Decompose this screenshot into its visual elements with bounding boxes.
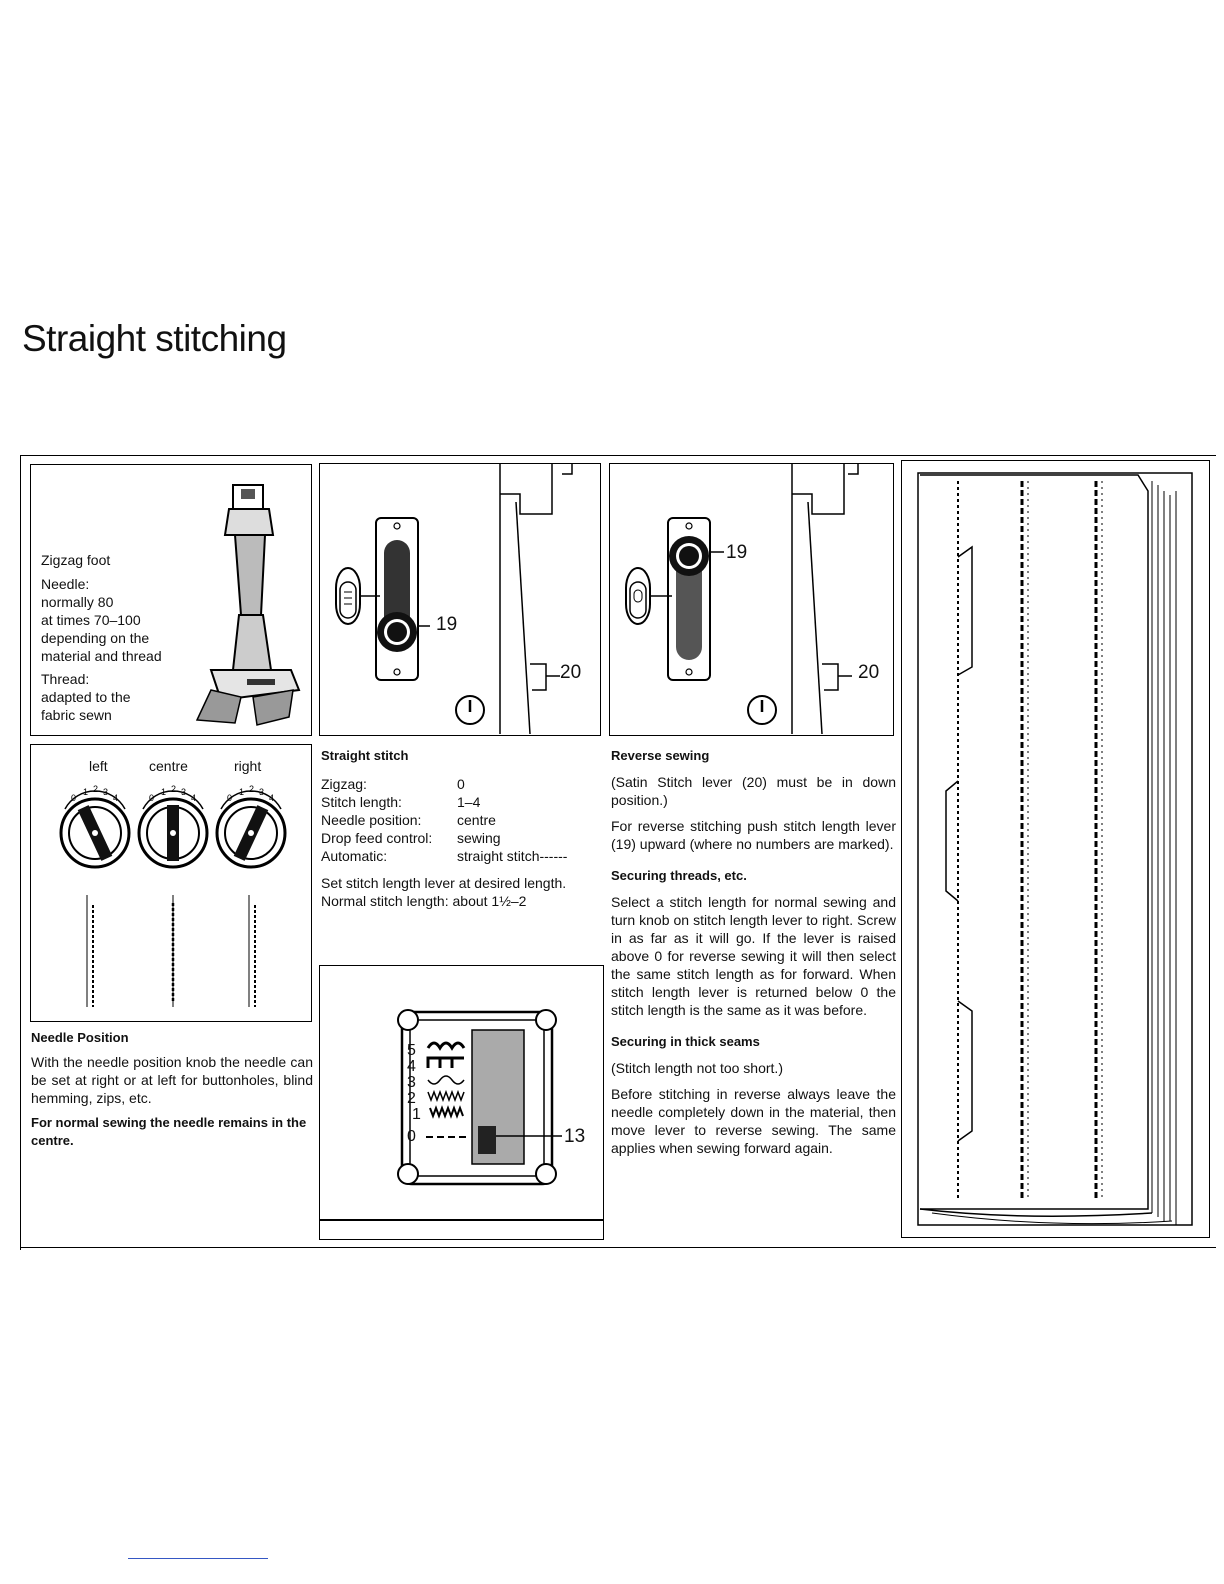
thick-seams-sub: (Stitch length not too short.) [611,1060,783,1076]
setting-value: 1–4 [457,794,481,810]
selector-number-1: 1 [412,1106,421,1123]
straight-stitch-heading: Straight stitch [321,748,409,763]
dial-digit: 2 [171,784,177,794]
dial-digit: 0 [227,793,233,803]
dial-digit: 4 [269,793,275,803]
callout-13: 13 [564,1126,586,1147]
page-title: Straight stitching [22,318,287,359]
setting-value: 0 [457,776,465,792]
callout-19: 19 [436,614,458,635]
dial-digit: 3 [181,787,187,797]
stitch-length-lever-diagram [319,463,601,736]
dial-digit: 1 [83,787,89,797]
dial-digit: 0 [71,793,77,803]
dial-digit: 0 [149,793,155,803]
frame-bottom-rule [20,1247,1216,1248]
foot-label-1: Zigzag foot [41,552,111,568]
thick-seams-text: Before stitching in reverse always leave the needle completely down in the material, then move lever to reverse sewing. The same applies when sewing forward again. [611,1086,896,1156]
setting-key: Automatic: [321,848,388,864]
foot-label-9: fabric sewn [41,707,112,723]
dial-digit: 4 [113,793,119,803]
setting-row [321,811,611,829]
reverse-sewing-p1: (Satin Stitch lever (20) must be in down position.) [611,774,896,808]
setting-row [321,775,611,793]
reverse-sewing-heading: Reverse sewing [611,748,710,763]
reverse-sewing-section [611,747,896,1165]
securing-threads-heading: Securing threads, etc. [611,868,747,883]
setting-value: centre [457,812,496,828]
callout-19: 19 [726,542,748,563]
stitch-selector-diagram [319,965,604,1240]
setting-row [321,847,611,865]
foot-label-4: at times 70–100 [41,612,141,628]
callout-20: 20 [560,662,582,683]
setting-key: Drop feed control: [321,830,433,846]
thick-seams-heading: Securing in thick seams [611,1034,760,1049]
setting-value: straight stitch------ [457,848,568,864]
footer-link-rule [128,1558,268,1559]
dial-digit: 1 [239,787,245,797]
frame-top-rule [20,455,1216,456]
dial-digit: 1 [161,787,167,797]
selector-number-2: 2 [407,1090,416,1107]
straight-stitch-note-2: Normal stitch length: about 1½–2 [321,893,527,909]
needle-stitch-lines [71,895,271,1007]
needle-position-text: With the needle position knob the needle can be set at right or at left for buttonholes, blind hemming, zips, etc. [31,1054,313,1106]
selector-number-5: 5 [407,1042,416,1059]
foot-label-7: Thread: [41,671,90,687]
straight-stitch-note-1: Set stitch length lever at desired length. [321,875,567,891]
machine-side-outline [610,464,893,734]
foot-label-5: depending on the [41,630,150,646]
needle-position-heading: Needle Position [31,1030,129,1045]
dial-digit: 2 [93,784,99,794]
setting-key: Needle position: [321,812,422,828]
dial-digits [57,781,297,809]
selector-number-3: 3 [407,1074,416,1091]
zigzag-foot-panel [30,464,312,736]
setting-row [321,829,611,847]
foot-label-8: adapted to the [41,689,131,705]
selector-number-0: 0 [407,1128,416,1145]
machine-side-outline [320,464,600,734]
reverse-sewing-p2: For reverse stitching push stitch length lever (19) upward (where no numbers are marked). [611,818,896,852]
dial-digit: 2 [249,784,255,794]
needle-label-left: left [89,758,108,774]
securing-threads-text: Select a stitch length for normal sewing and turn knob on stitch length lever to right. Screw in as far as it will go. If the lever is raised above 0 for reverse sewing it will then select the same stitch length as for forward. When stitch length lever is returned below 0 the stitch length is the same as it was before. [611,894,896,1018]
zigzag-foot-illustration [181,465,311,733]
reverse-lever-diagram [609,463,894,736]
foot-label-6: material and thread [41,648,162,664]
foot-label-3: normally 80 [41,594,114,610]
needle-label-centre: centre [149,758,188,774]
fabric-illustration [902,461,1208,1236]
dial-digit: 3 [259,787,265,797]
straight-stitch-settings [321,775,611,865]
needle-position-panel [30,744,312,1022]
setting-key: Stitch length: [321,794,402,810]
needle-position-note: For normal sewing the needle remains in the centre. [31,1115,307,1148]
setting-value: sewing [457,830,501,846]
dial-digit: 3 [103,787,109,797]
needle-label-right: right [234,758,262,774]
dial-digit: 4 [191,793,197,803]
selector-number-4: 4 [407,1058,416,1075]
callout-20: 20 [858,662,880,683]
frame-left-rule [20,455,21,1250]
fabric-stitch-sample [901,460,1210,1238]
foot-label-2: Needle: [41,576,90,592]
selector-plate [320,966,603,1238]
setting-row [321,793,611,811]
setting-key: Zigzag: [321,776,367,792]
